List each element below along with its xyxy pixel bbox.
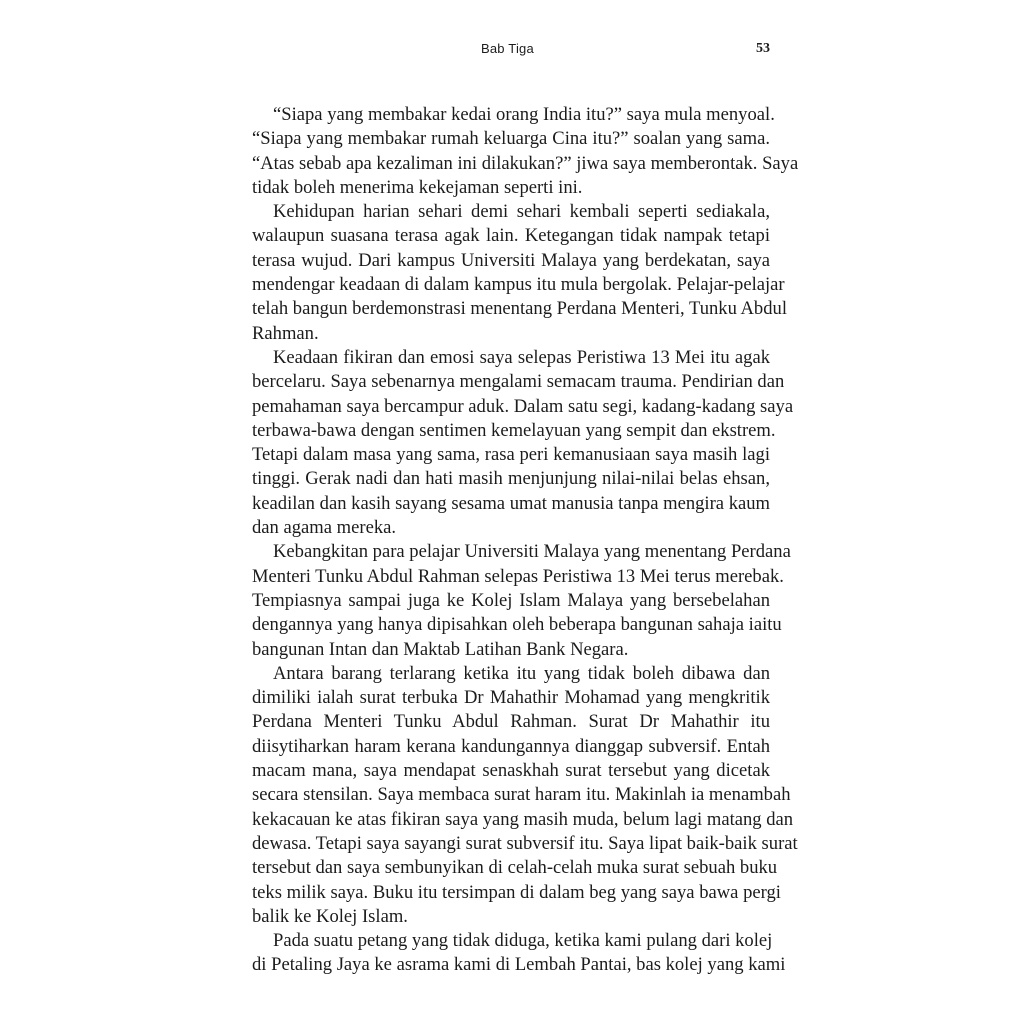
paragraph <box>252 346 794 540</box>
text-line: Kebangkitan para pelajar Universiti Malaya yang menentang Perdana <box>273 541 791 563</box>
text-line: dan agama mereka. <box>252 517 397 539</box>
text-line: di Petaling Jaya ke asrama kami di Lembah Pantai, bas kolej yang kami <box>252 954 786 976</box>
text-line: bangunan Intan dan Maktab Latihan Bank Negara. <box>252 638 629 660</box>
text-line: “Siapa yang membakar rumah keluarga Cina itu?” soalan yang sama. <box>252 128 770 150</box>
paragraph <box>252 103 799 200</box>
text-line: tinggi. Gerak nadi dan hati masih menjunjung nilai-nilai belas ehsan, <box>252 468 770 490</box>
text-line: keadilan dan kasih sayang sesama umat manusia tanpa mengira kaum <box>252 492 770 514</box>
paragraph <box>252 929 786 978</box>
paragraph <box>252 200 787 346</box>
text-line: tidak boleh menerima kekejaman seperti ini. <box>252 176 583 198</box>
paragraph <box>252 540 791 661</box>
text-line: Tetapi dalam masa yang sama, rasa peri kemanusiaan saya masih lagi <box>252 444 770 466</box>
text-line: diisytiharkan haram kerana kandungannya dianggap subversif. Entah <box>252 735 770 757</box>
text-line: Keadaan fikiran dan emosi saya selepas Peristiwa 13 Mei itu agak <box>273 346 770 368</box>
text-line: Pada suatu petang yang tidak diduga, ketika kami pulang dari kolej <box>273 930 773 952</box>
text-line: Menteri Tunku Abdul Rahman selepas Peristiwa 13 Mei terus merebak. <box>252 565 784 587</box>
text-line: dewasa. Tetapi saya sayangi surat subversif itu. Saya lipat baik-baik surat <box>252 832 798 854</box>
text-line: kekacauan ke atas fikiran saya yang masih muda, belum lagi matang dan <box>252 808 794 830</box>
text-line: tersebut dan saya sembunyikan di celah-celah muka surat sebuah buku <box>252 857 778 879</box>
text-line: mendengar keadaan di dalam kampus itu mula bergolak. Pelajar-pelajar <box>252 274 785 296</box>
text-line: secara stensilan. Saya membaca surat haram itu. Makinlah ia menambah <box>252 784 791 806</box>
text-line: terbawa-bawa dengan sentimen kemelayuan yang sempit dan ekstrem. <box>252 419 776 441</box>
text-line: bercelaru. Saya sebenarnya mengalami semacam trauma. Pendirian dan <box>252 371 785 393</box>
chapter-title: Bab Tiga <box>481 41 534 56</box>
text-line: teks milik saya. Buku itu tersimpan di dalam beg yang saya bawa pergi <box>252 881 781 903</box>
body-text <box>252 103 799 978</box>
paragraph <box>252 662 798 929</box>
text-line: Tempiasnya sampai juga ke Kolej Islam Malaya yang bersebelahan <box>252 589 770 611</box>
text-line: Antara barang terlarang ketika itu yang tidak boleh dibawa dan <box>273 662 770 684</box>
text-line: terasa wujud. Dari kampus Universiti Malaya yang berdekatan, saya <box>252 249 770 271</box>
text-line: “Siapa yang membakar kedai orang India itu?” saya mula menyoal. <box>273 104 775 125</box>
text-line: dengannya yang hanya dipisahkan oleh beberapa bangunan sahaja iaitu <box>252 614 782 636</box>
text-line: dimiliki ialah surat terbuka Dr Mahathir Mohamad yang mengkritik <box>252 687 770 709</box>
text-line: macam mana, saya mendapat senaskhah surat tersebut yang dicetak <box>252 760 770 782</box>
text-line: Perdana Menteri Tunku Abdul Rahman. Surat Dr Mahathir itu <box>252 711 770 733</box>
book-page <box>252 0 799 1024</box>
text-line: pemahaman saya bercampur aduk. Dalam satu segi, kadang-kadang saya <box>252 395 794 417</box>
running-head <box>252 41 770 61</box>
page-number: 53 <box>756 41 770 56</box>
text-line: balik ke Kolej Islam. <box>252 905 408 927</box>
text-line: Rahman. <box>252 322 319 344</box>
text-line: “Atas sebab apa kezaliman ini dilakukan?” jiwa saya memberontak. Saya <box>252 152 799 174</box>
text-line: telah bangun berdemonstrasi menentang Perdana Menteri, Tunku Abdul <box>252 298 787 320</box>
text-line: Kehidupan harian sehari demi sehari kembali seperti sediakala, <box>273 201 770 223</box>
text-line: walaupun suasana terasa agak lain. Ketegangan tidak nampak tetapi <box>252 225 770 247</box>
